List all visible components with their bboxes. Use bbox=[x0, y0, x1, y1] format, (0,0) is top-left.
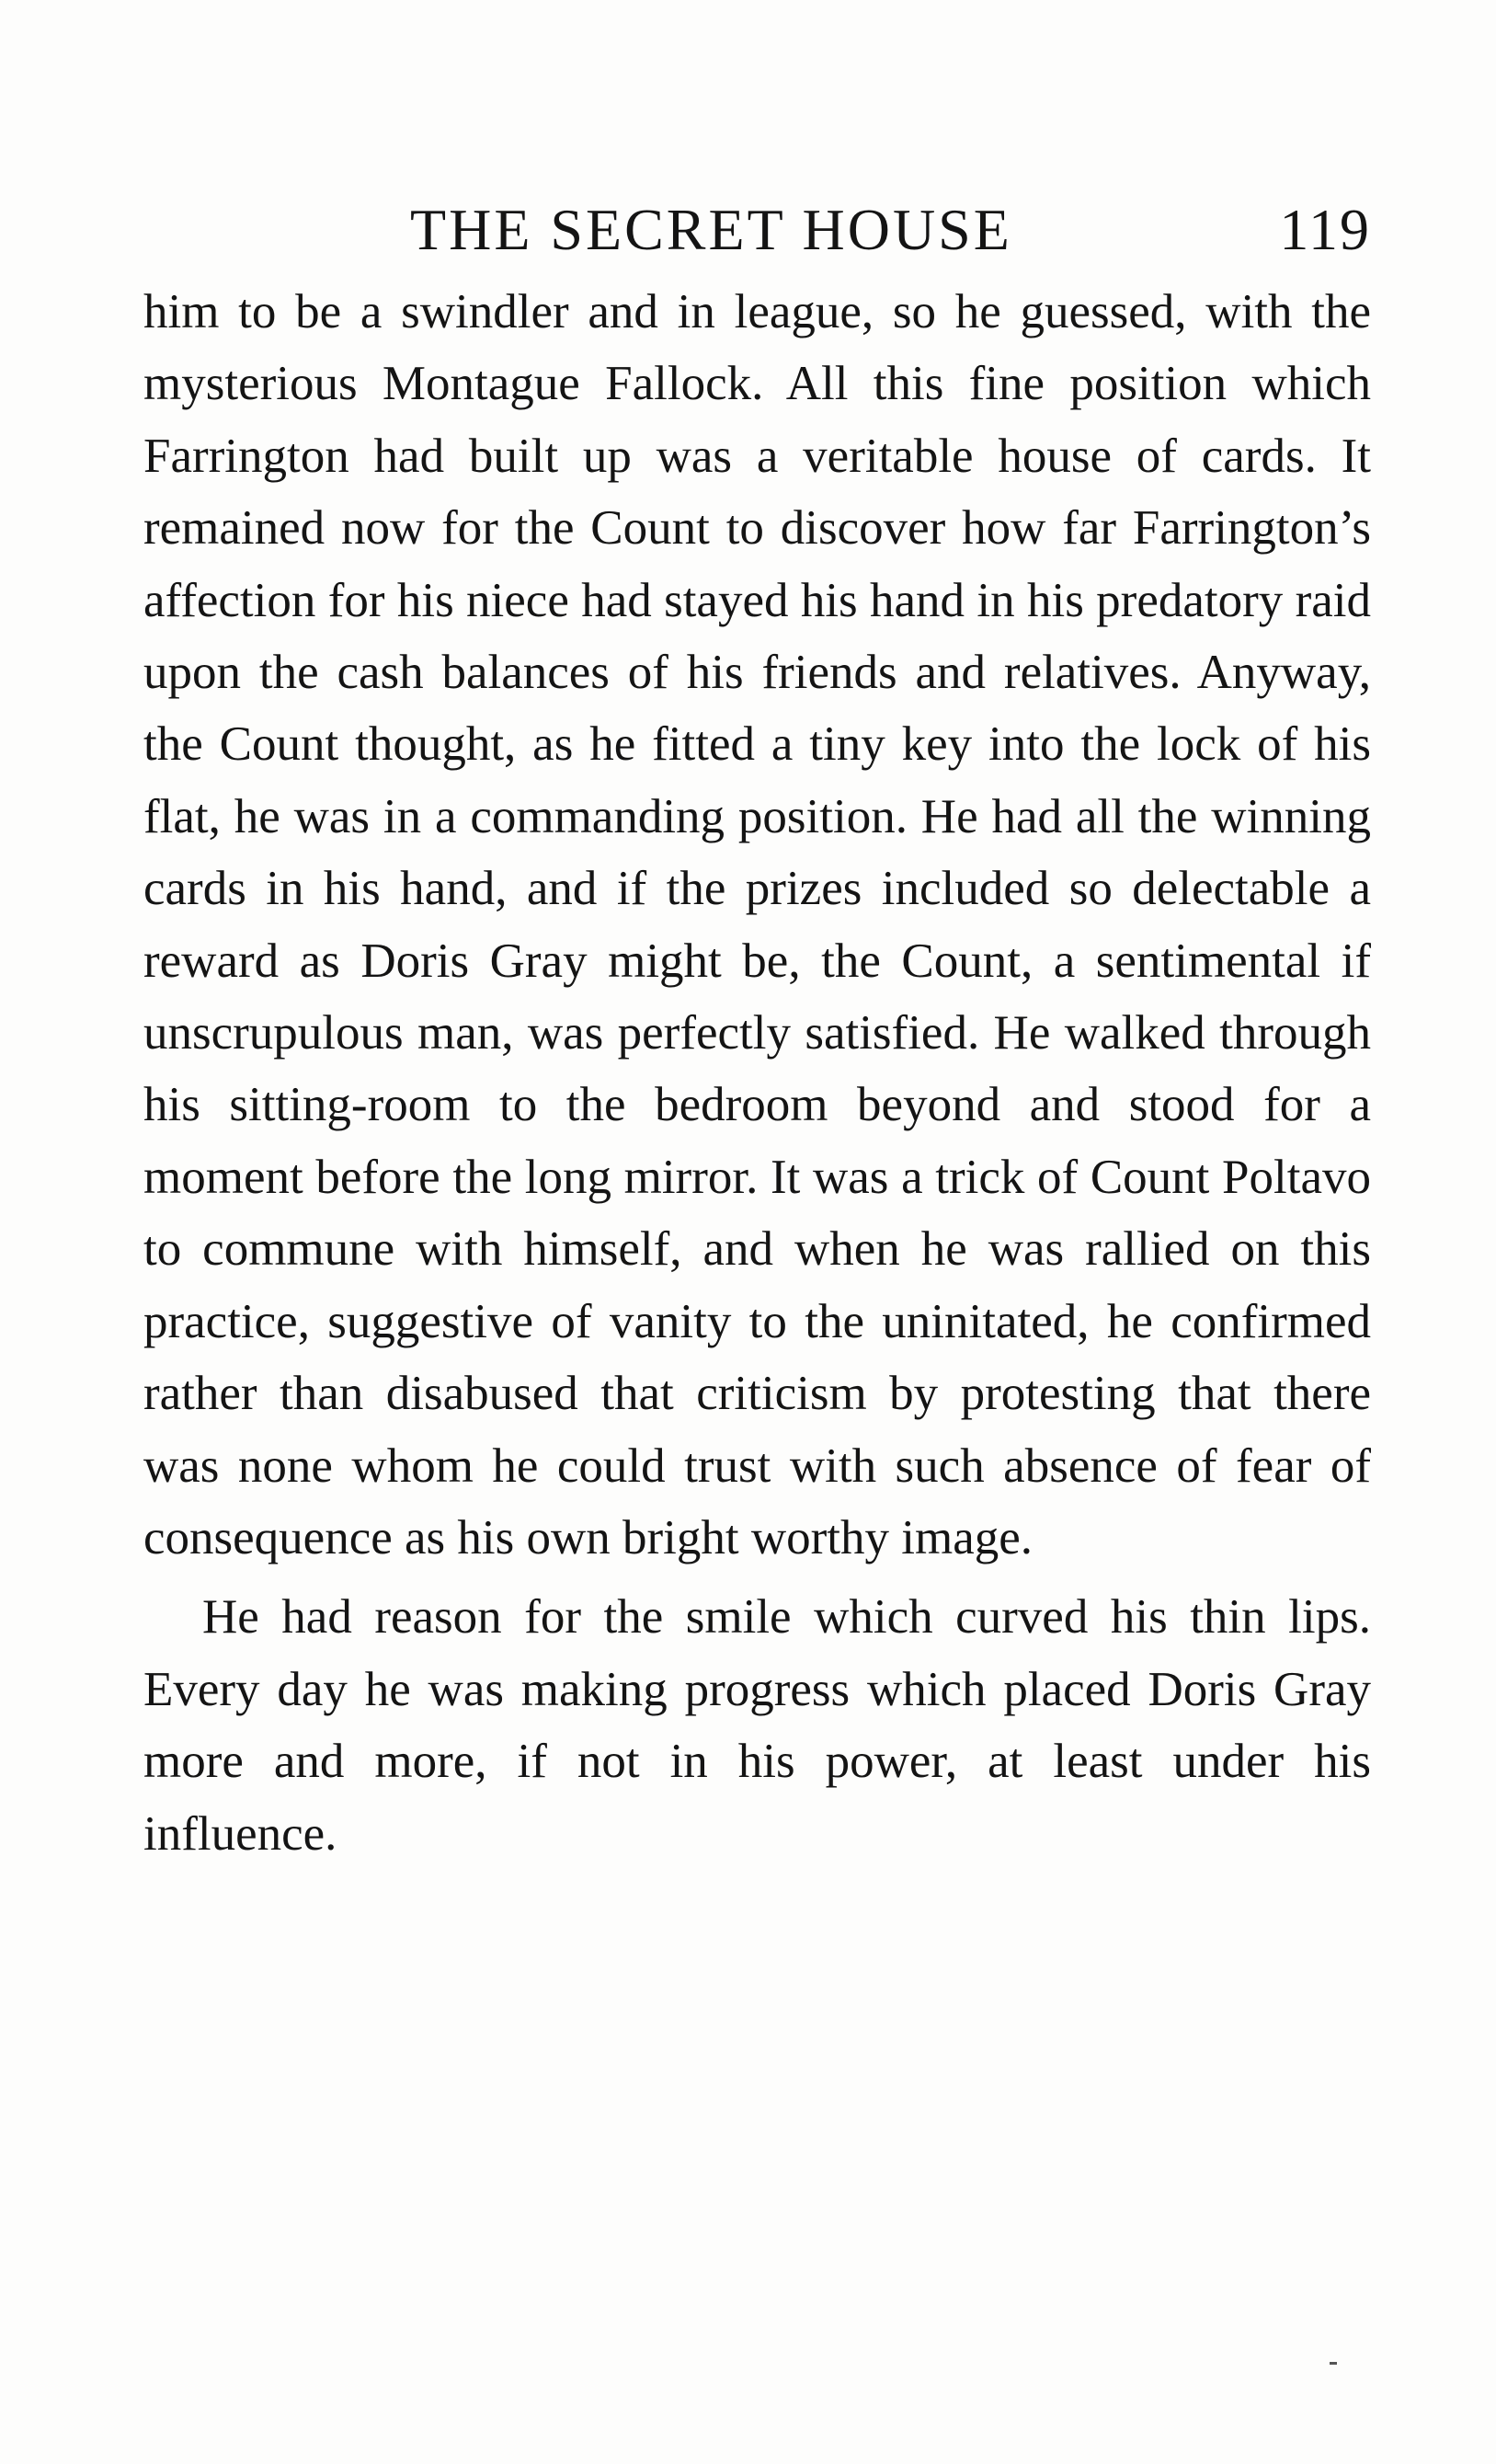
paragraph-2: He had reason for the smile which curved his thin lips. Every day he was making progress which placed Doris Gray more and more, if not in his power, at least under his influence. bbox=[143, 1590, 1371, 1861]
running-head bbox=[143, 193, 1371, 276]
paragraph-1: him to be a swindler and in league, so he guessed, with the mysterious Montague Fallock. All this fine position which Farrington had built up was a veritable house of cards. It remained now for the Count to discover how far Farrington’s affection for his niece had stayed his hand in his predatory raid upon the cash balances of his friends and relatives. Anyway, the Count thought, as he fitted a tiny key into the lock of his flat, he was in a commanding position. He had all the winning cards in his hand, and if the prizes included so delectable a reward as Doris Gray might be, the Count, a sentimental if unscrupulous man, was perfectly satisfied. He walked through his sitting-room to the bedroom beyond and stood for a moment before the long mirror. It was a trick of Count Poltavo to commune with himself, and when he was rallied on this practice, suggestive of vanity to the uninitated, he confirmed rather than disabused that criticism by protesting that there was none whom he could trust with such absence of fear of consequence as his own bright worthy image. bbox=[143, 285, 1371, 1564]
running-title: THE SECRET HOUSE bbox=[410, 197, 1012, 262]
body-text bbox=[143, 276, 1371, 1870]
page-number: 119 bbox=[1279, 197, 1371, 262]
print-speck bbox=[1330, 2362, 1337, 2365]
